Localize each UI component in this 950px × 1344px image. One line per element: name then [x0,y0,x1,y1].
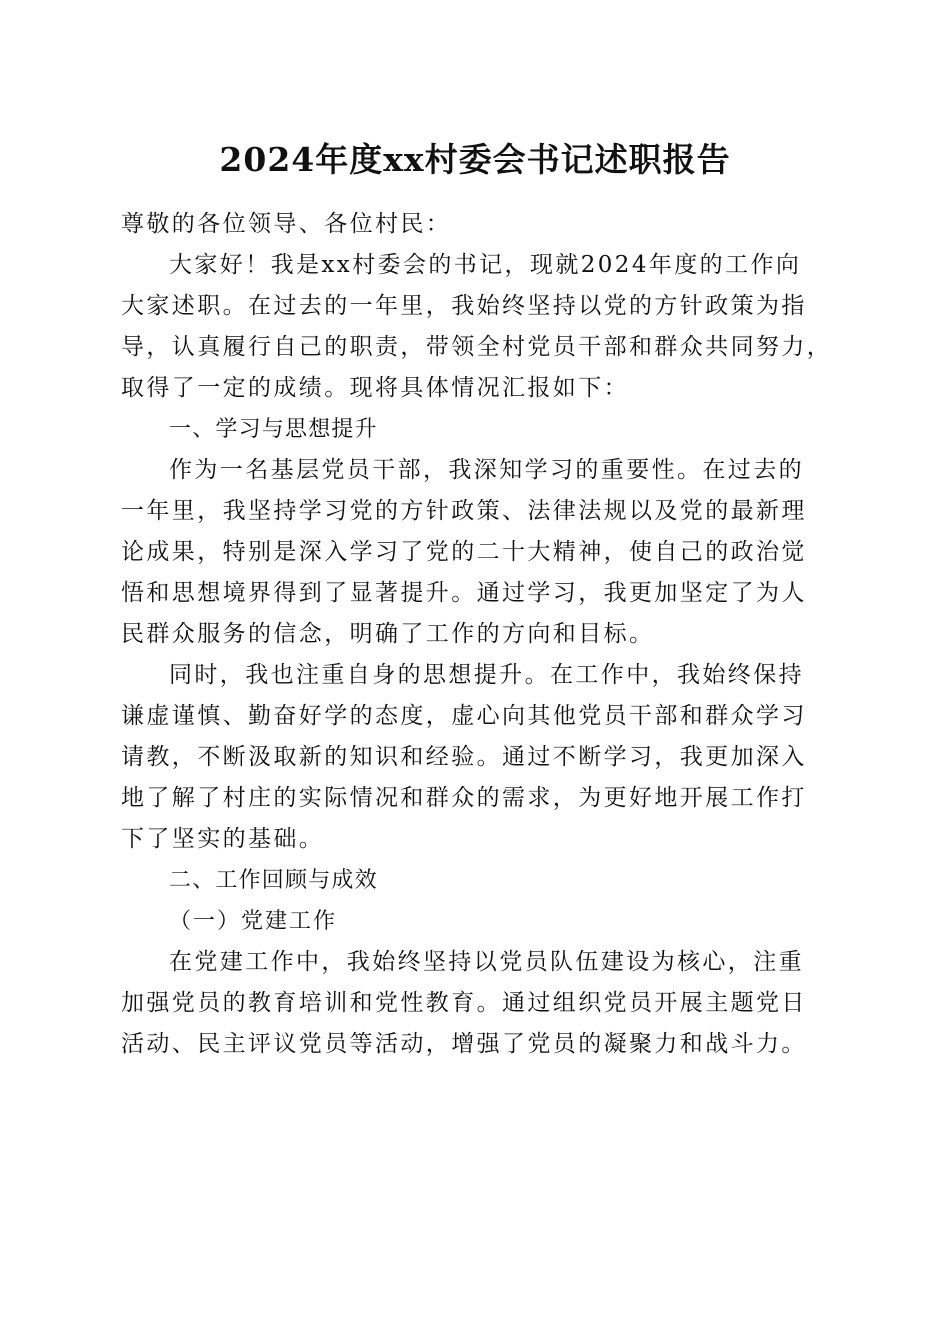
salutation [121,204,833,245]
intro-line: 大家述职。在过去的一年里，我始终坚持以党的方针政策为指 [121,293,807,319]
paragraph-line: 地了解了村庄的实际情况和群众的需求，为更好地开展工作打 [121,785,807,811]
paragraph-line: 论成果，特别是深入学习了党的二十大精神，使自己的政治觉 [121,539,807,565]
paragraph-line: 谦虚谨慎、勤奋好学的态度，虚心向其他党员干部和群众学习 [121,703,807,729]
intro-line: 导，认真履行自己的职责，带领全村党员干部和群众共同努力， [121,334,833,360]
paragraph-line: 下了坚实的基础。 [121,826,325,852]
paragraph-line: 悟和思想境界得到了显著提升。通过学习，我更加坚定了为人 [121,580,807,606]
intro-paragraph [121,245,833,409]
paragraph-line: 民群众服务的信念，明确了工作的方向和目标。 [121,621,655,647]
intro-line: 大家好！我是xx村委会的书记，现就2024年度的工作向 [169,252,802,278]
paragraph-line: 作为一名基层党员干部，我深知学习的重要性。在过去的 [169,457,804,483]
salutation-text: 尊敬的各位领导、各位村民： [121,211,452,237]
paragraph-line: 一年里，我坚持学习党的方针政策、法律法规以及党的最新理 [121,498,807,524]
paragraph-line: 活动、民主评议党员等活动，增强了党员的凝聚力和战斗力。 [121,1031,807,1057]
paragraph-line: 请教，不断汲取新的知识和经验。通过不断学习，我更加深入 [121,744,807,770]
section-heading-study: 一、学习与思想提升 [169,417,378,442]
party-building-paragraph [121,942,833,1065]
paragraph-line: 在党建工作中，我始终坚持以党员队伍建设为核心，注重 [169,949,804,975]
subsection-heading-party-building: （一）党建工作 [169,909,338,934]
study-paragraph-1 [121,450,833,655]
document-title: 2024年度xx村委会书记述职报告 [219,140,731,179]
study-paragraph-2 [121,655,833,860]
paragraph-line: 加强党员的教育培训和党性教育。通过组织党员开展主题党日 [121,990,807,1016]
section-heading-review: 二、工作回顾与成效 [169,868,378,893]
document-body [121,204,833,1065]
paragraph-line: 同时，我也注重自身的思想提升。在工作中，我始终保持 [169,662,804,688]
intro-line: 取得了一定的成绩。现将具体情况汇报如下： [121,375,629,401]
